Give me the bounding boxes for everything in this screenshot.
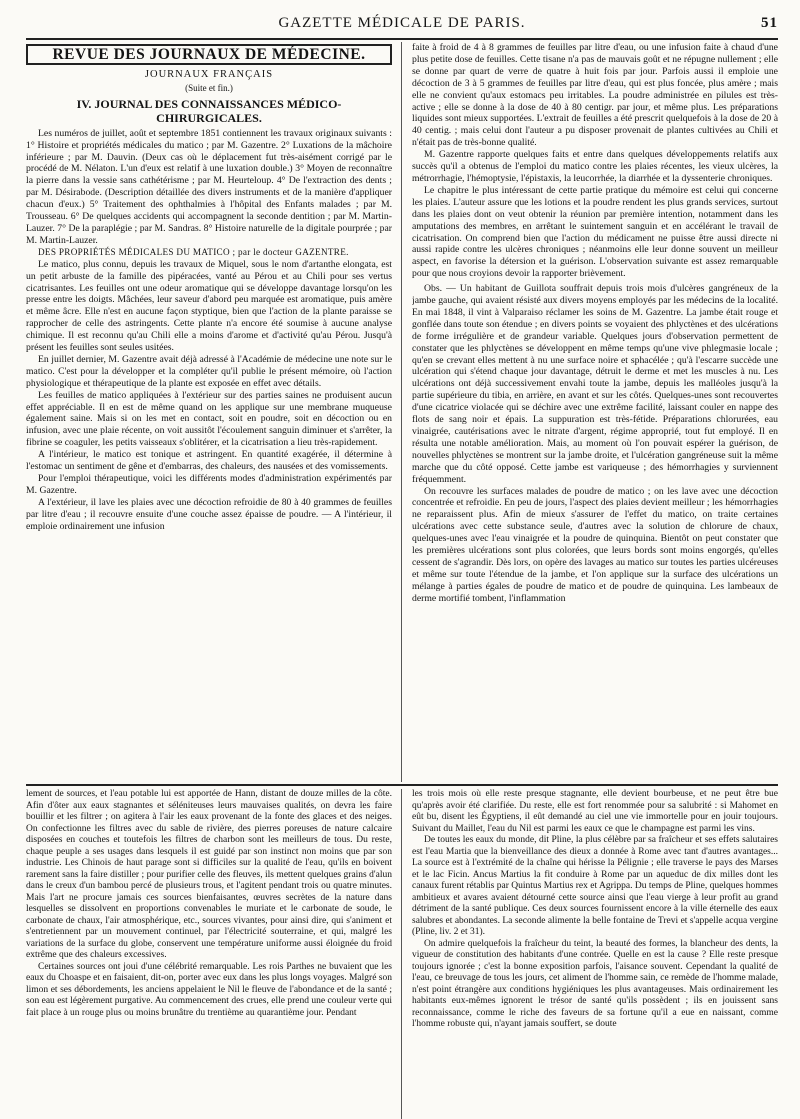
paragraph: Pour l'emploi thérapeutique, voici les différents modes d'administration expérimentés par M. Gazentre. xyxy=(26,473,392,496)
paragraph: M. Gazentre rapporte quelques faits et entre dans quelques développements relatifs aux succès qu'il a obtenus de l'emploi du matico contre les plaies récentes, les vieux ulcères, la métrorrhagie, l'hémoptysie, l'épistaxis, la leucorrhée, la diarrhée et la dyssenterie chroniques. xyxy=(412,149,778,184)
left-column xyxy=(26,42,392,782)
paragraph: Les feuilles de matico appliquées à l'extérieur sur des parties saines ne produisent aucun effet appréciable. Il en est de même quand on les applique sur une membrane muqueuse également saine. Mais si on les met en contact, soit en poudre, soit en décoction ou en infusion, avec une plaie récente, on voit aussitôt l'écoulement sanguin diminuer et s'arrêter, la fibrine se coaguler, les petits vaisseaux s'oblitérer, et la cicatrisation a lieu très-rapidement. xyxy=(26,389,392,449)
section-banner: REVUE DES JOURNAUX DE MÉDECINE. xyxy=(26,44,392,65)
paragraph: On admire quelquefois la fraîcheur du teint, la beauté des formes, la blancheur des dents, la vigueur de constitution des habitants d'une contrée. Quelle en est la cause ? Elle reste presque toujours ignorée ; c'est la bonne exposition parfois, l'aisance souvent. Cependant la qualité de l'eau, ce breuvage de tous les jours, cet aliment de l'homme sain, ce remède de l'homme malade, n'est point étrangère aux conditions hygiéniques les plus avantageuses. Mais ordinairement les habitants eux-mêmes ignorent le trésor de santé qu'ils possèdent ; ils en jouissent sans reconnaissance, comme le riche des faveurs de sa fortune qu'il a eue en naissant, comme l'homme robuste qui, n'ayant jamais souffert, se doute xyxy=(412,938,778,1029)
article-title-line-2: CHIRURGICALES. xyxy=(156,110,262,125)
running-head xyxy=(26,10,778,40)
paragraph: En juillet dernier, M. Gazentre avait déjà adressé à l'Académie de médecine une note sur le matico. C'est pour la développer et la compléter qu'il publie le présent mémoire, où l'action physiologique et thérapeutique de la plante est exposée en effet avec détails. xyxy=(26,353,392,389)
section-divider xyxy=(26,784,778,786)
page-number: 51 xyxy=(761,15,778,31)
observation-paragraph: Obs. — Un habitant de Guillota souffrait depuis trois mois d'ulcères gangréneux de la jambe gauche, qui avaient résisté aux divers moyens employés par les médecins de la localité. En mai 1848, il vint à Valparaiso réclamer les soins de M. Gazentre. La jambe était rouge et gonflée dans toute son étendue ; en divers points se voyaient des phlyctènes et des ulcérations de forme irrégulière et de grandeur variable. Quelques jours d'observation permettent de constater que les phlyctènes se développent en même temps qu'une vive phlegmasie locale ; qu'en se crevant elles mettent à nu une surface noire et sphacélée ; qu'à l'escarre succède une ulcération qui s'étend chaque jour davantage, détruit le derme et met les muscles à nu. Les ulcérations ont déjà successivement envahi toute la jambe, depuis les malléoles jusqu'à la partie supérieure du tibia, en arrière, en avant et sur les côtés. Quelques-unes sont recouvertes d'une cicatrice violacée qui se déchire avec une extrême facilité, laissant couler en nappe des flots de sang noir et épais. La suppuration est très-fétide. Préparations chlorurées, eau vinaigrée, cautérisations avec le nitrate d'argent, régime approprié, tout fut employé. Il en résulta une notable amélioration. Mais, au moment où l'on pouvait espérer la guérison, de nouvelles phlyctènes se montrent sur la jambe droite, et l'ulcération gangréneuse suit la même marche que du côté opposé. Cette jambe est variqueuse ; des hémorrhagies y surviennent fréquemment. xyxy=(412,283,778,485)
paragraph: Certaines sources ont joui d'une célébrité remarquable. Les rois Parthes ne buvaient que les eaux du Choaspe et en faisaient, dit-on, porter avec eux dans les plus longs voyages. Malgré son limon et ses débordements, les anciens appelaient le Nil le fleuve de l'abondance et de la santé ; son eau est légèrement purgative. Au commencement des crues, elle prend une couleur verte qui fait place à un rouge plus ou moins brunâtre du trentième au quarantième jour. Pendant xyxy=(26,961,392,1018)
right-column xyxy=(412,42,778,782)
paragraph: les trois mois où elle reste presque stagnante, elle devient bourbeuse, et ne peut être bue qu'après avoir été clarifiée. Du reste, elle est fort renommée pour sa salubrité : si Mahomet en eût bu, disent les Égyptiens, il eût demandé au ciel une vie immortelle pour en jouir toujours. Suivant du Maillet, l'eau du Nil est parmi les eaux ce que le champagne est parmi les vins. xyxy=(412,789,778,834)
journal-title: GAZETTE MÉDICALE DE PARIS. xyxy=(278,15,526,31)
article-title xyxy=(26,97,392,125)
paragraph: A l'extérieur, il lave les plaies avec une décoction refroidie de 80 à 40 grammes de feuilles par litre d'eau ; il recouvre ensuite d'une couche assez épaisse de poudre. — A l'intérieur, il emploie ordinairement une infusion xyxy=(26,496,392,532)
paragraph: Le chapitre le plus intéressant de cette partie pratique du mémoire est celui qui concerne les plaies. L'auteur assure que les lotions et la poudre rendent les plus grands services, surtout dans les plaies dont on veut obtenir la réunion par première intention, notamment dans les amputations des membres, en arrêtant le suintement sanguin et en accélérant le travail de cicatrisation. On comprend bien que l'action du médicament ne puisse être aussi directe ni aussi rapide contre les ulcères chroniques ; néanmoins elle leur donne souvent un meilleur aspect, en favorise la détersion et la guérison. L'observation suivante est assez remarquable pour que nous croyions devoir la rapporter brièvement. xyxy=(412,184,778,280)
paragraph: De toutes les eaux du monde, dit Pline, la plus célèbre par sa fraîcheur et ses effets salutaires est l'eau Martia que la bienveillance des dieux a donnée à Rome avec tant d'autres avantages... La source est à l'extrémité de la chaîne qui hérisse la Pélignie ; elle traverse le pays des Marses et le lac Ficin. Ancus Martius la fit conduire à Rome par un aqueduc de dix milles dont les canaux furent rétablis par Quintus Martius rex et Agrippa. Du temps de Pline, quelques hommes ambitieux et avares avaient détourné cette source ainsi que l'eau vierge à leur profit au grand détriment de la santé publique. Ces deux sources fournissent encore à la ville éternelle des eaux salubres et abondantes. La seconde alimente la belle fontaine de Trevi et s'appelle acqua vergine (Pline, liv. 2 et 31). xyxy=(412,835,778,937)
subsection-heading: DES PROPRIÉTÉS MÉDICALES DU MATICO ; par le docteur GAZENTRE. xyxy=(38,246,349,257)
paragraph: On recouvre les surfaces malades de poudre de matico ; on les lave avec une décoction concentrée et refroidie. En peu de jours, l'aspect des plaies devient meilleur ; les hémorrhagies ne reparaissent plus. Afin de mieux s'assurer de l'effet du matico, on traite certaines ulcérations avec cette substance seule, d'autres avec la solution de chlorure de chaux, quelques-unes avec l'eau vinaigrée et la poudre de quinquina. Bientôt on peut constater que les premières ulcérations sont plus colorées, que leurs bords sont moins engorgés, qu'elles cessent de s'agrandir. Dès lors, on opère des lavages au matico sur toutes les parties ulcéreuses et même sur toute l'étendue de la jambe, et l'on applique sur la surface des ulcérations un mélange à parties égales de poudre de matico et de poudre de quinquina. Les lambeaux de derme mortifié tombent, l'inflammation xyxy=(412,485,778,604)
lower-right-column xyxy=(412,789,778,1119)
paragraph: Les numéros de juillet, août et septembre 1851 contiennent les travaux originaux suivants : 1° Histoire et propriétés médicales du matico ; par M. Gazentre. 2° Luxations de la mâchoire inférieure ; par M. Dauvin. (Deux cas où le déplacement fut très-aisément corrigé par le procédé de M. Nélaton. L'un d'eux est relatif à une luxation double.) 3° Moyen de reconnaître la pierre dans la vessie sans cathétérisme ; par M. Heurteloup. 4° De l'extraction des dents ; par M. Désirabode. (Description détaillée des divers instruments et de la manière d'appliquer chacun d'eux.) 5° Traitement des ophthalmies à l'hôpital des Enfants malades ; par M. Trousseau. 6° De quelques accidents qui accompagnent la seconde dentition ; par M. Martin-Lauzer. 7° De la paraplégie ; par M. Sandras. 8° Histoire naturelle de la digitale pourprée ; par M. Martin-Lauzer. xyxy=(26,127,392,246)
paragraph: lement de sources, et l'eau potable lui est apportée de Hann, distant de douze milles de la côte. Afin d'ôter aux eaux stagnantes et séléniteuses leurs mauvaises qualités, on devra les faire bouillir et les filtrer ; on agitera à l'air les eaux provenant de la fonte des glaces et des neiges. On confectionne les filtres avec du sable de rivière, des pierres poreuses de nature calcaire disposées en couches et toutefois les filtres de charbon sont les meilleurs de tous. Du reste, chaque peuple a ses usages dans lesquels il est guidé par son instinct non moins que par son industrie. Les Chinois de haut parage sont si difficiles sur la qualité de l'eau, qu'ils en boivent rarement sans la faire distiller ; pour purifier celle des fleuves, ils mettent quelques grains d'alun dans le creux d'un bambou percé de plusieurs trous, et l'agitent pendant trois ou quatre minutes. Mais l'art ne procure jamais ces sources bienfaisantes, œuvres secrètes de la nature dans lesquelles se dissolvent en proportions convenables le muriate et le carbonate de soude, le carbonate de chaux, l'air atmosphérique, etc., sources vivantes, pour ainsi dire, qui s'animent et s'entretiennent par un mouvement continuel, par l'électricité souterraine, et qui, malgré les variations de la surface du globe, conservent une température uniforme aussi éloignée du froid extrême que des chaleurs excessives. xyxy=(26,789,392,960)
upper-columns xyxy=(26,42,778,782)
paragraph: Le matico, plus connu, depuis les travaux de Miquel, sous le nom d'artanthe elongata, est un petit arbuste de la famille des pipéracées, vanté au Pérou et au Chili pour ses vertus cicatrisantes. Les feuilles ont une odeur aromatique qui se développe davantage lorsqu'on les presse entre les doigts. Mâchées, leur saveur d'abord peu marquée est aromatique, puis amère et même âcre. Elle n'est en aucune façon styptique, bien que l'action de la plante paraisse se rapprocher de celle des astringents. Cette plante n'a encore été soumise à aucune analyse chimique. Il est reconnu qu'au Chili elle a moins d'arome et d'activité qu'au Pérou. Jusqu'à présent les feuilles sont seules usitées. xyxy=(26,258,392,354)
paragraph: faite à froid de 4 à 8 grammes de feuilles par litre d'eau, ou une infusion faite à chaud d'une plus petite dose de feuilles. Cette tisane n'a pas de mauvais goût et ne répugne nullement ; elle se donne par quart de verre de quatre à huit fois par jour. Parfois aussi il emploie une décoction de 3 à 5 grammes de feuilles par litre d'eau, qui est plus foncée, plus amère ; mais elle ne convient qu'aux estomacs peu irritables. La poudre administrée en pilules est très-active ; elle se donne à la dose de 40 à 80 centigr. par jour, et même plus. Les préparations liquides sont mieux supportées. L'extrait de feuilles a été prescrit quelquefois à la dose de 20 à 40 centig. ; mais celui dont l'auteur a pu disposer provenait de plantes cultivées au Chili et n'était pas de très-bonne qualité. xyxy=(412,42,778,149)
article-title-line-1: IV. JOURNAL DES CONNAISSANCES MÉDICO- xyxy=(76,96,342,111)
lower-columns xyxy=(26,789,778,1119)
continued-note: (Suite et fin.) xyxy=(185,82,233,93)
journals-subhead: JOURNAUX FRANÇAIS xyxy=(144,68,274,80)
paragraph: A l'intérieur, le matico est tonique et astringent. En quantité exagérée, il détermine à l'estomac un sentiment de gêne et d'embarras, des chaleurs, des nausées et des vomissements. xyxy=(26,449,392,473)
lower-left-column xyxy=(26,789,392,1119)
